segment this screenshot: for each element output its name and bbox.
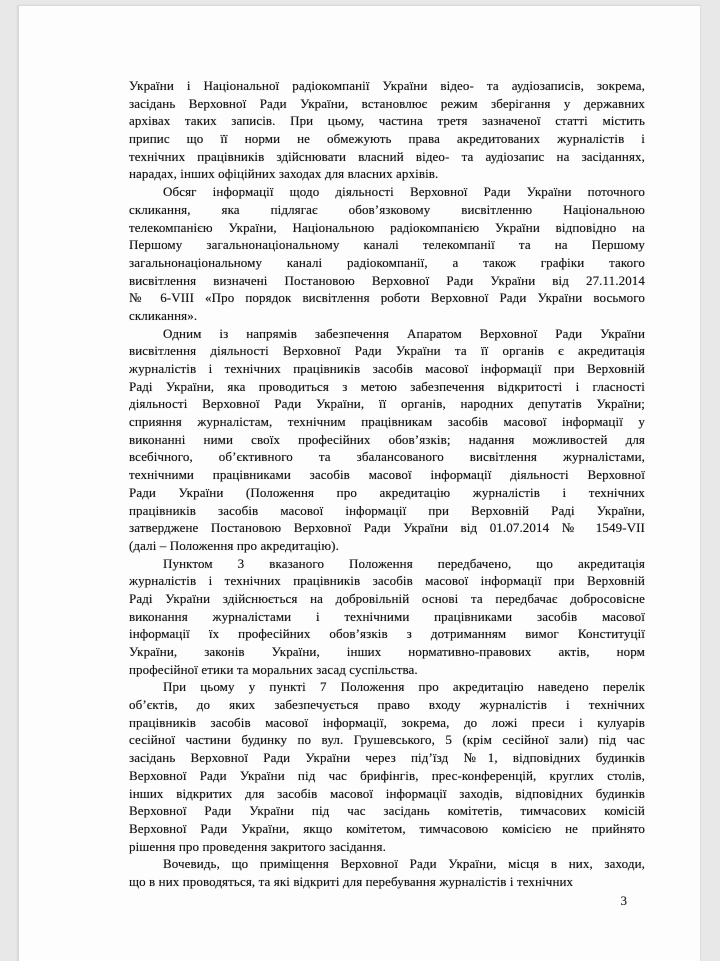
text-line: технічних працівників здійснювати власний відео- та аудіозапис на засіданнях, xyxy=(129,148,645,164)
text-line: висвітлення діяльності Верховної Ради України та її органів є акредитація xyxy=(129,343,645,359)
text-line: Вочевидь, що приміщення Верховної Ради України, місця в них, заходи, xyxy=(163,856,645,872)
text-line: Верховної Ради України, якщо комітетом, тимчасовою комісією не прийнято xyxy=(129,820,645,836)
text-line: затверджене Постановою Верховної Ради України від 01.07.2014 № 1549-VII xyxy=(129,520,645,536)
text-line: скликання, яка підлягає обов’язковому висвітленню Національною xyxy=(129,201,645,217)
text-line: Пунктом 3 вказаного Положення передбачено, що акредитація xyxy=(163,555,645,571)
text-line: що в них проводяться, та які відкриті для перебування журналістів і технічних xyxy=(129,873,574,889)
text-line: виконанні ними своїх професійних обов’язків; надання можливостей для xyxy=(129,431,645,447)
text-line: Верховної Ради України під час брифінгів, прес-конференцій, круглих столів, xyxy=(129,767,645,783)
text-line: інших відкритих для засобів масової інформації заходів, відповідних будинків xyxy=(129,785,645,801)
text-line: об’єктів, до яких забезпечується право входу журналістів і технічних xyxy=(129,697,645,713)
text-line: України, законів України, інших нормативно-правових актів, норм xyxy=(129,644,645,659)
text-line: засідань Верховної Ради України, встановлює режим зберігання у державних xyxy=(129,95,645,111)
paragraph xyxy=(129,678,645,855)
text-line: нарадах, інших офіційних заходах для власних архівів. xyxy=(129,166,439,182)
text-line: Раді України здійснюється на добровільній основі та передбачає добросовісне xyxy=(129,590,645,606)
text-line: працівників засобів масової інформації, зокрема, до ложі преси і кулуарів xyxy=(129,714,645,730)
paragraph xyxy=(129,555,645,679)
text-line: Ради України (Положення про акредитацію журналістів і технічних xyxy=(129,484,645,500)
text-line: сесійної частини будинку по вул. Грушевського, 5 (крім сесійної зали) під час xyxy=(129,732,645,748)
text-line: Обсяг інформації щодо діяльності Верховної Ради України поточного xyxy=(163,184,645,200)
text-line: технічними працівниками засобів масової інформації діяльності Верховної xyxy=(129,467,645,483)
text-line: журналістів і технічних працівників засобів масової інформації при Верховній xyxy=(129,573,645,589)
text-line: скликання». xyxy=(129,307,198,323)
document-text xyxy=(129,77,645,891)
text-line: сприяння журналістам, технічним працівникам засобів масової інформації у xyxy=(129,414,645,430)
paragraph xyxy=(129,325,645,555)
text-line: архівах таких записів. При цьому, частина третя зазначеної статті містить xyxy=(129,113,645,129)
text-line: Раді України, яка проводиться з метою забезпечення відкритості і гласності xyxy=(129,378,645,394)
text-line: діяльності Верховної Ради України, її органів, народних депутатів України; xyxy=(129,396,645,412)
text-line: Одним із напрямів забезпечення Апаратом Верховної Ради України xyxy=(163,325,645,341)
text-line: рішення про проведення закритого засідання. xyxy=(129,838,386,854)
paragraph xyxy=(129,855,645,890)
text-line: загальнонаціональному каналі радіокомпанії, а також графіки такого xyxy=(129,254,645,270)
page-number: 3 xyxy=(620,893,627,908)
paragraph xyxy=(129,183,645,325)
document-page xyxy=(18,5,701,961)
text-line: професійної етики та моральних засад суспільства. xyxy=(129,661,418,677)
paragraph xyxy=(129,77,645,183)
text-line: Першому загальнонаціональному каналі телекомпанії та на Першому xyxy=(129,237,645,253)
text-line: працівників засобів масової інформації при Верховній Раді України, xyxy=(129,502,645,518)
text-line: всебічного, об’єктивного та збалансованого висвітлення журналістами, xyxy=(129,449,645,465)
text-line: висвітлення визначені Постановою Верховної Ради України від 27.11.2014 xyxy=(129,272,645,288)
text-line: При цьому у пункті 7 Положення про акредитацію наведено перелік xyxy=(163,679,645,695)
text-line: телекомпанією України, Національною радіокомпанією України відповідно на xyxy=(129,219,645,235)
text-line: (далі – Положення про акредитацію). xyxy=(129,537,339,553)
text-line: інформації їх професійних обов’язків з дотриманням вимог Конституції xyxy=(129,626,645,642)
text-line: Верховної Ради України під час засідань комітетів, тимчасових комісій xyxy=(129,803,645,819)
text-line: журналістів і технічних працівників засобів масової інформації при Верховній xyxy=(129,361,645,376)
text-line: виконання журналістами і технічними працівниками засобів масової xyxy=(129,608,645,624)
text-line: припис що її норми не обмежують права акредитованих журналістів і xyxy=(129,131,645,147)
text-line: засідань Верховної Ради України через під’їзд №1, відповідних будинків xyxy=(129,750,645,766)
text-line: № 6-VIII «Про порядок висвітлення роботи Верховної Ради України восьмого xyxy=(129,290,645,306)
text-line: України і Національної радіокомпанії України відео- та аудіозаписів, зокрема, xyxy=(129,78,645,93)
